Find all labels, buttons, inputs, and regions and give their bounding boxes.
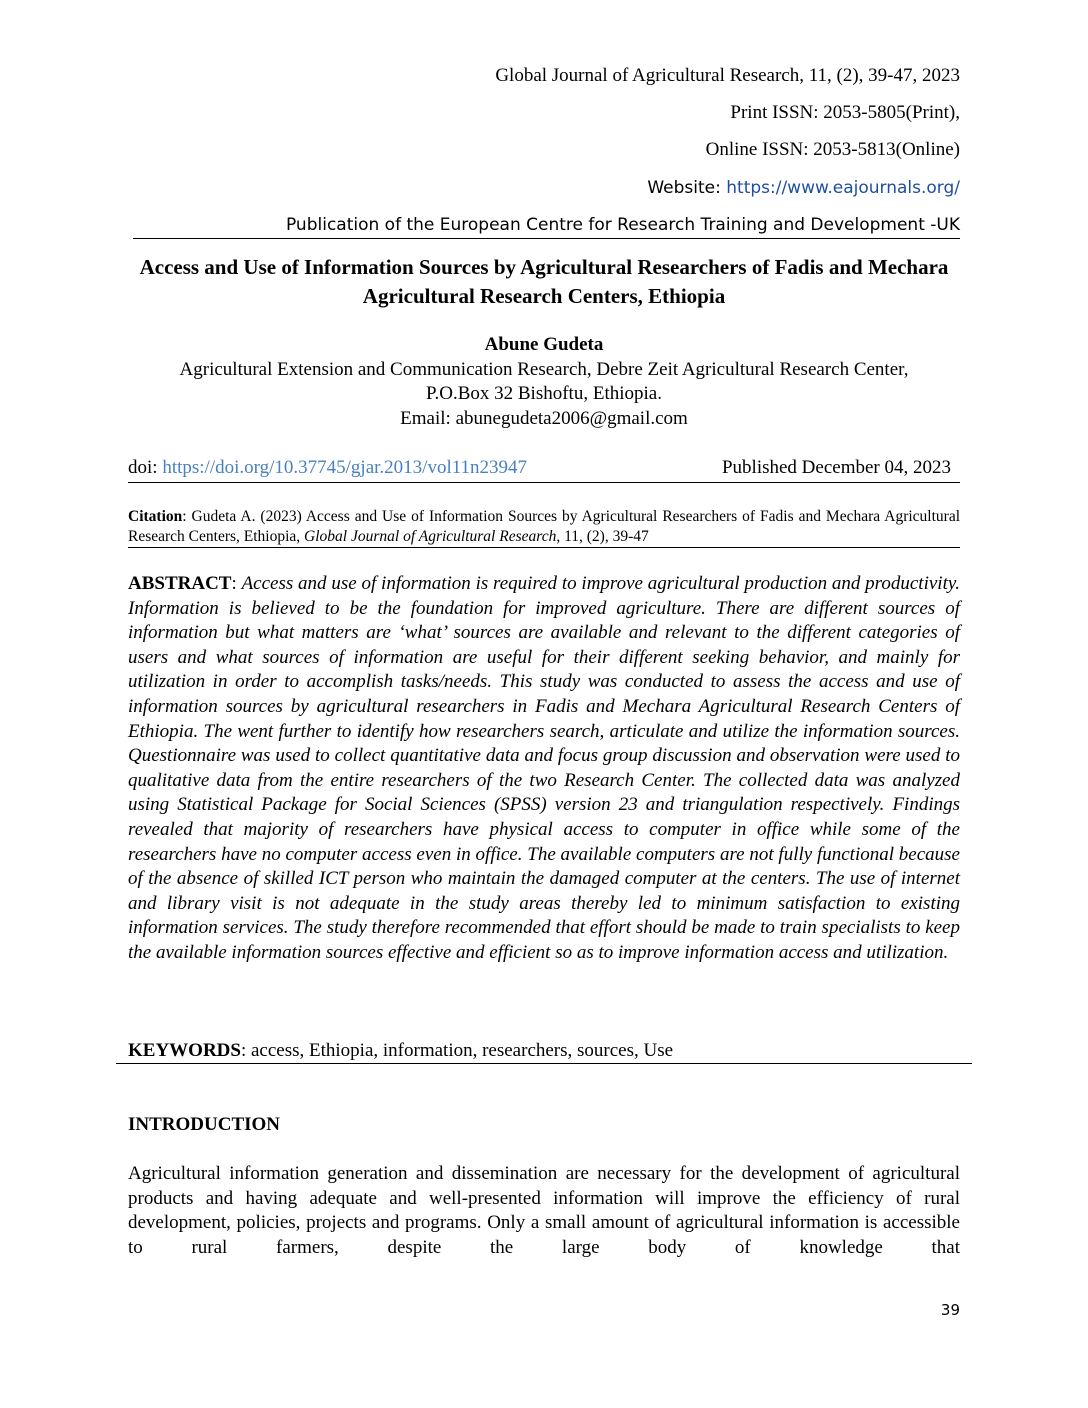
- keywords-text: : access, Ethiopia, information, researchers, sources, Use: [240, 1040, 674, 1061]
- introduction-text: Agricultural information generation and dissemination are necessary for the development of agricultural products and having adequate and well-presented information will improve the efficiency of rural development, policies, projects and programs. Only a small amount of agricultural information is accessible to rural farmers, despite the large body of knowledge that: [128, 1163, 960, 1258]
- citation-journal: Global Journal of Agricultural Research: [304, 528, 557, 545]
- abstract-separator: :: [231, 573, 242, 594]
- doi-line: [128, 456, 960, 483]
- keywords-label: KEYWORDS: [128, 1040, 241, 1061]
- website-link[interactable]: https://www.eajournals.org/: [726, 178, 960, 198]
- abstract: [128, 572, 960, 966]
- journal-line: Global Journal of Agricultural Research, 11, (2), 39-47, 2023: [495, 65, 960, 86]
- citation: [128, 507, 960, 548]
- author-block: [118, 333, 970, 431]
- online-issn: Online ISSN: 2053-5813(Online): [705, 139, 960, 160]
- keywords: [116, 1039, 972, 1064]
- author-email: Email: abunegudeta2006@gmail.com: [400, 407, 688, 429]
- website-line: [647, 176, 960, 200]
- introduction-heading: INTRODUCTION: [128, 1114, 281, 1135]
- abstract-label: ABSTRACT: [128, 573, 232, 594]
- publisher-line: Publication of the European Centre for Research Training and Development -UK: [133, 213, 960, 239]
- citation-text: : Gudeta A. (2023) Access and Use of Information Sources by Agricultural Researchers of Fadis and Mechara Agricultural Research Centers, Ethiopia,: [128, 508, 960, 545]
- citation-tail: , 11, (2), 39-47: [556, 528, 649, 545]
- author-affiliation-line1: Agricultural Extension and Communication Research, Debre Zeit Agricultural Research Center,: [179, 358, 909, 380]
- author-name: Abune Gudeta: [484, 334, 604, 355]
- website-label: Website:: [647, 178, 727, 198]
- author-affiliation-line2: P.O.Box 32 Bishoftu, Ethiopia.: [426, 383, 662, 404]
- paper-title: Access and Use of Information Sources by Agricultural Researchers of Fadis and Mechara Agricultural Research Centers, Ethiopia: [139, 255, 949, 308]
- abstract-text: Access and use of information is required to improve agricultural production and productivity. Information is believed to be the foundation for improved agriculture. There are different sources of information but what matters are ‘what’ sources are available and relevant to the different categories of users and what sources of information are useful for their different seeking behavior, and mainly for utilization in order to accomplish tasks/needs. This study was conducted to assess the access and use of information sources by agricultural researchers in Fadis and Mechara Agricultural Research Centers of Ethiopia. The went further to identify how researchers search, articulate and utilize the information sources. Questionnaire was used to collect quantitative data and focus group discussion and observation were used to qualitative data from the entire researchers of the two Research Center. The collected data was analyzed using Statistical Package for Social Sciences (SPSS) version 23 and triangulation respectively. Findings revealed that majority of researchers have physical access to computer in office while some of the researchers have no computer access even in office. The available computers are not fully functional because of the absence of skilled ICT person who maintain the damaged computer at the centers. The use of internet and library visit is not adequate in the study areas thereby led to minimum satisfaction to existing information services. The study therefore recommended that effort should be made to train specialists to keep the available information sources effective and efficient so as to improve information access and utilization.: [128, 573, 960, 963]
- page-number: 39: [940, 1301, 960, 1319]
- print-issn: Print ISSN: 2053-5805(Print),: [730, 102, 960, 123]
- citation-label: Citation: [128, 508, 183, 525]
- doi-link[interactable]: https://doi.org/10.37745/gjar.2013/vol11n23947: [162, 457, 528, 478]
- published-date: Published December 04, 2023: [721, 457, 951, 478]
- doi-label: doi:: [128, 457, 163, 478]
